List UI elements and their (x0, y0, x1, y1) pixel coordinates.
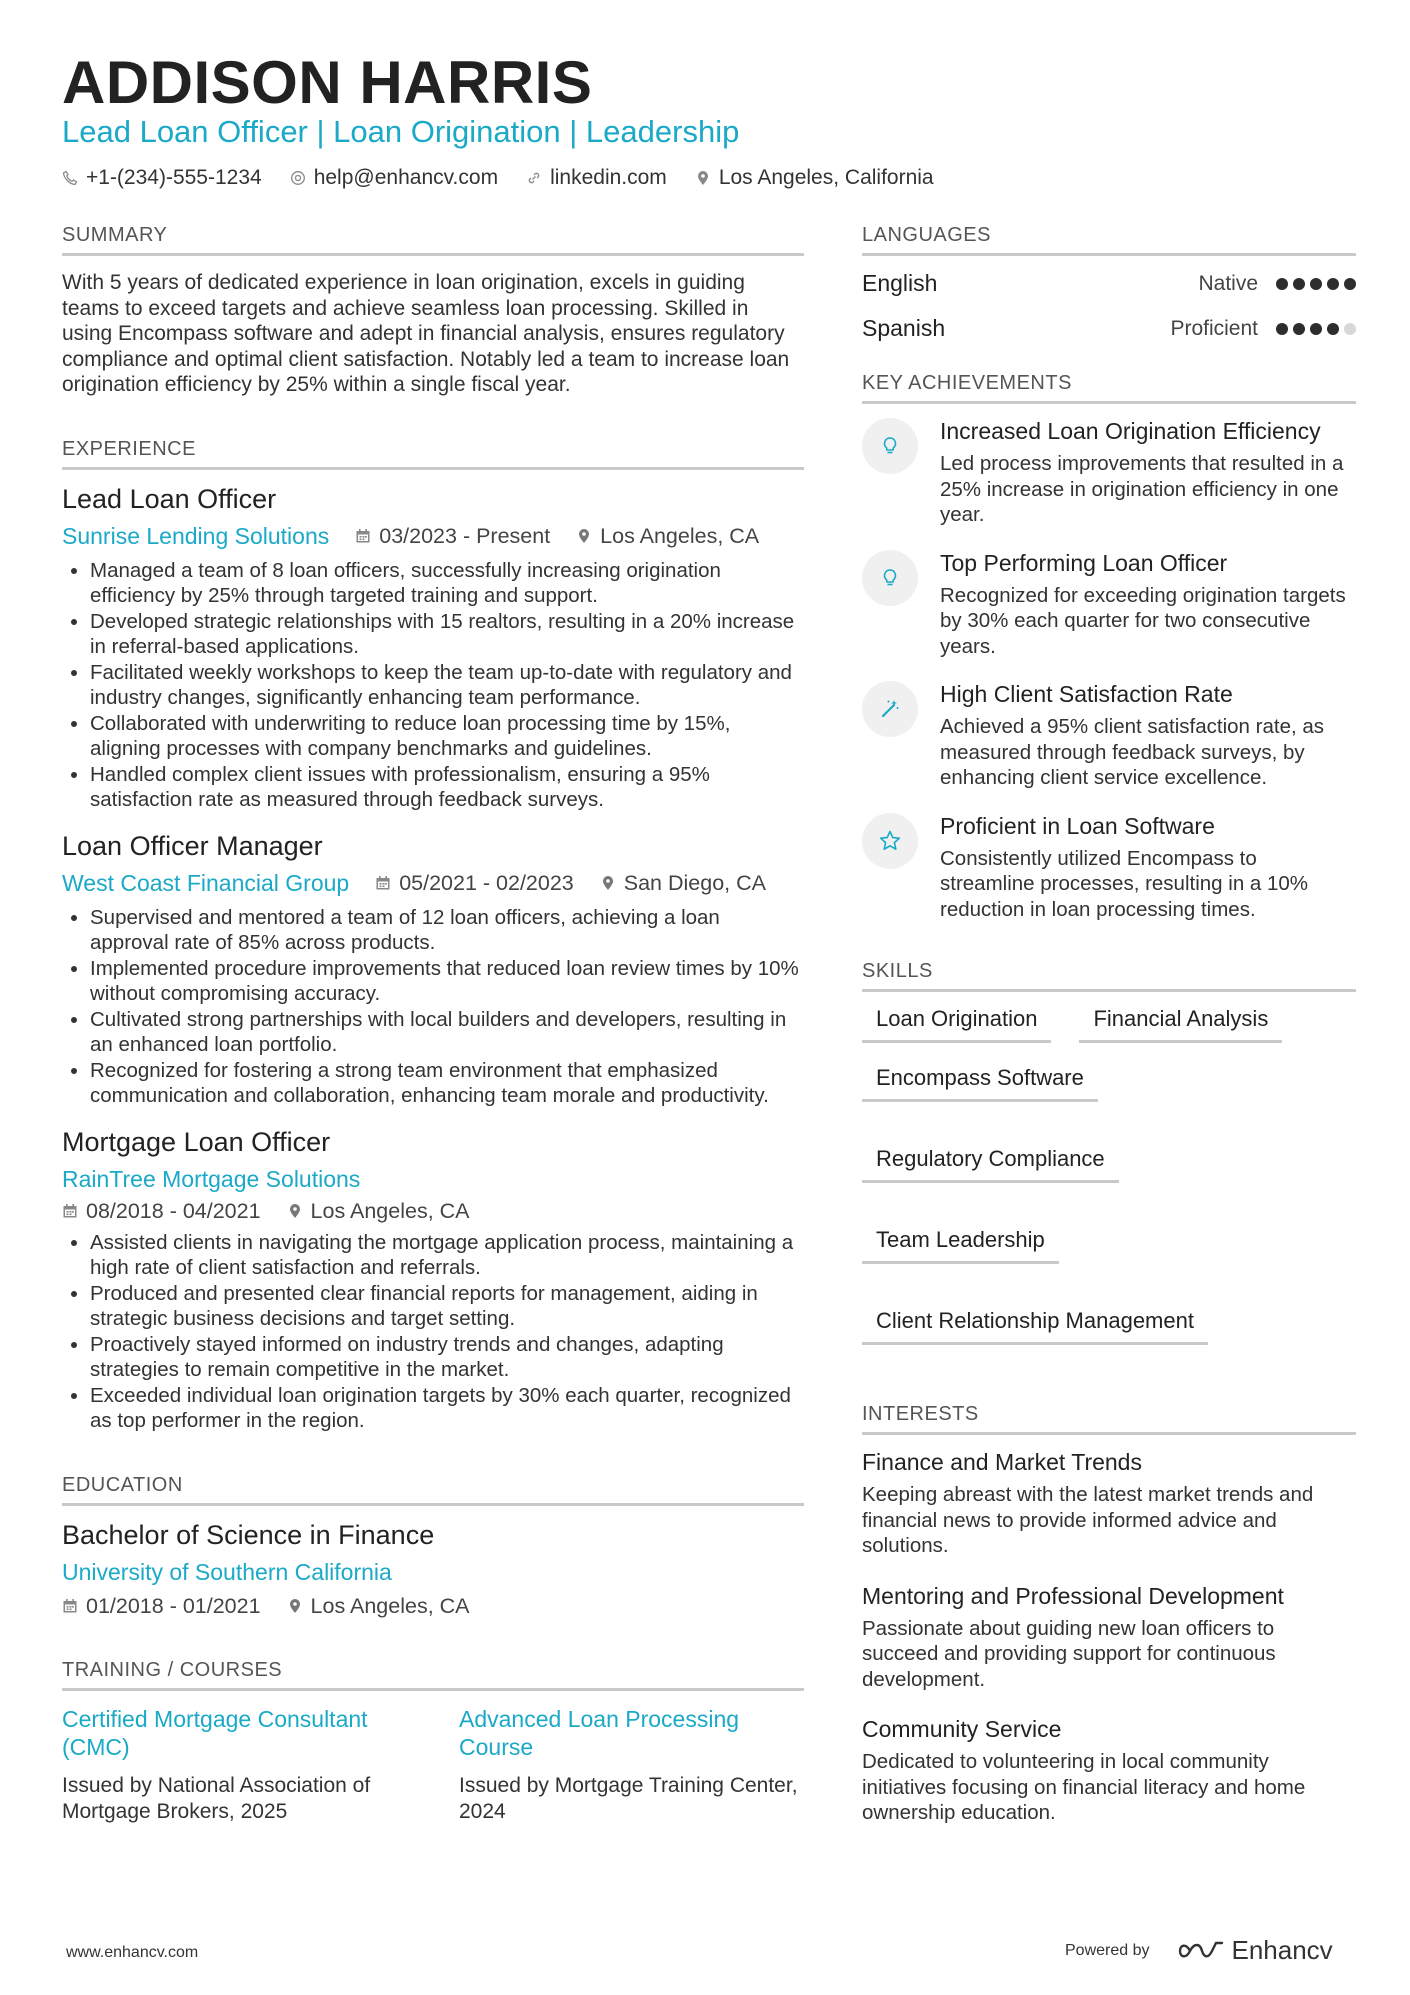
proficiency-dots (1276, 323, 1356, 335)
proficiency-dot (1293, 278, 1305, 290)
proficiency-dots (1276, 278, 1356, 290)
interest-item (862, 1583, 1356, 1693)
bullet-item: • Developed strategic relationships with 15 realtors, resulting in a 20% increase in referral-based applications. (90, 609, 804, 660)
skill-tag: Regulatory Compliance (862, 1146, 1119, 1183)
skill-tag: Team Leadership (862, 1227, 1059, 1264)
location-pin-icon (287, 1598, 303, 1614)
proficiency-dot (1344, 323, 1356, 335)
footer-branding (1065, 1935, 1333, 1966)
achievement-item (862, 813, 1356, 923)
language-level-group (1198, 272, 1356, 296)
achievement-desc: Achieved a 95% client satisfaction rate, as measured through feedback surveys, by enhancing client service excellence. (940, 715, 1325, 789)
powered-by-label: Powered by (1065, 1941, 1150, 1959)
languages-heading: LANGUAGES (862, 224, 1356, 256)
interest-title: Community Service (862, 1716, 1062, 1742)
contact-bar (62, 166, 934, 190)
achievement-desc: Recognized for exceeding origination targets by 30% each quarter for two consecutive years. (940, 583, 1346, 658)
job-dates (62, 1199, 261, 1224)
job-bullets (62, 905, 804, 1109)
calendar-icon (375, 875, 391, 891)
location-pin-icon (287, 1203, 303, 1219)
achievements-heading: KEY ACHIEVEMENTS (862, 372, 1356, 404)
bullet-item: • Managed a team of 8 loan officers, successfully increasing origination efficiency by 25% through targeted training and support. (90, 558, 804, 609)
education-heading: EDUCATION (62, 1474, 804, 1506)
achievement-desc: Led process improvements that resulted in a 25% increase in origination efficiency in one year. (940, 452, 1344, 526)
job-dates-text: 08/2018 - 04/2021 (86, 1198, 261, 1223)
school-name: University of Southern California (62, 1558, 392, 1585)
email-text: help@enhancv.com (313, 166, 499, 189)
bullet-item: • Supervised and mentored a team of 12 loan officers, achieving a loan approval rate of 85% across products. (90, 905, 804, 956)
achievement-title: Proficient in Loan Software (940, 812, 1215, 839)
right-column (862, 224, 1356, 1850)
phone-text: +1-(234)-555-1234 (86, 166, 262, 189)
bullet-item: • Produced and presented clear financial reports for management, aiding in strategic business decisions and target setting. (90, 1281, 804, 1332)
proficiency-dot (1276, 278, 1288, 290)
skill-tag: Loan Origination (862, 1006, 1051, 1043)
job-location (600, 871, 766, 896)
contact-location (695, 166, 934, 190)
achievement-item (862, 418, 1356, 528)
infinity-logo-icon (1178, 1939, 1224, 1963)
calendar-icon (62, 1598, 78, 1614)
degree: Bachelor of Science in Finance (62, 1519, 435, 1550)
job-location-text: San Diego, CA (623, 870, 766, 895)
achievements-list (862, 418, 1356, 922)
achievement-item (862, 550, 1356, 660)
bullet-item: • Exceeded individual loan origination targets by 30% each quarter, recognized as top performer in the region. (90, 1383, 804, 1434)
proficiency-dot (1327, 278, 1339, 290)
skill-tag: Encompass Software (862, 1065, 1098, 1102)
training-list (62, 1705, 804, 1825)
bullet-item: • Collaborated with underwriting to reduce loan processing time by 15%, aligning processes with company benchmarks and guidelines. (90, 711, 804, 762)
interest-title: Finance and Market Trends (862, 1449, 1142, 1475)
linkedin-text: linkedin.com (550, 166, 667, 189)
achievement-item (862, 681, 1356, 791)
achievement-title: Increased Loan Origination Efficiency (940, 418, 1321, 444)
experience-entry (62, 484, 804, 813)
company-name: West Coast Financial Group (62, 869, 350, 896)
proficiency-dot (1327, 323, 1339, 335)
job-dates-text: 05/2021 - 02/2023 (399, 870, 574, 895)
location-pin-icon (576, 528, 592, 544)
at-icon (290, 170, 306, 186)
proficiency-dot (1310, 323, 1322, 335)
job-bullets (62, 558, 804, 813)
lightbulb-icon (862, 550, 918, 606)
bullet-item: • Recognized for fostering a strong team environment that emphasized communication and collaboration, enhancing team morale and productivity. (90, 1058, 804, 1109)
training-issuer: Issued by National Association of Mortgage Brokers, 2025 (62, 1773, 371, 1823)
skills-heading: SKILLS (862, 960, 1356, 992)
star-icon (862, 813, 918, 869)
language-level: Native (1198, 271, 1258, 295)
interest-item (862, 1716, 1356, 1826)
training-title: Certified Mortgage Consultant (CMC) (62, 1705, 368, 1760)
training-issuer: Issued by Mortgage Training Center, 2024 (459, 1773, 798, 1823)
languages-list (862, 270, 1356, 342)
education-dates-text: 01/2018 - 01/2021 (86, 1593, 261, 1618)
achievement-title: High Client Satisfaction Rate (940, 681, 1233, 707)
education-meta (62, 1594, 804, 1619)
interest-item (862, 1449, 1356, 1559)
achievement-desc: Consistently utilized Encompass to streamline processes, resulting in a 10% reduction in loan processing times. (940, 846, 1309, 921)
training-item (459, 1705, 804, 1825)
language-name: Spanish (862, 315, 946, 341)
job-location (287, 1199, 470, 1224)
experience-heading: EXPERIENCE (62, 438, 804, 470)
company-name: RainTree Mortgage Solutions (62, 1165, 361, 1192)
bullet-item: • Handled complex client issues with professionalism, ensuring a 95% satisfaction rate as measured through feedback surveys. (90, 762, 804, 813)
skills-list (862, 1006, 1356, 1345)
proficiency-dot (1310, 278, 1322, 290)
education-entry (62, 1520, 804, 1619)
brand-logo[interactable] (1178, 1935, 1333, 1966)
job-bullets (62, 1230, 804, 1434)
achievement-title: Top Performing Loan Officer (940, 549, 1228, 576)
training-item (62, 1705, 407, 1825)
job-title: Lead Loan Officer (62, 483, 277, 514)
job-meta (62, 523, 804, 550)
language-level: Proficient (1170, 316, 1258, 340)
location-pin-icon (695, 170, 711, 186)
skill-tag: Financial Analysis (1079, 1006, 1282, 1043)
job-meta-row (62, 1199, 804, 1224)
location-pin-icon (600, 875, 616, 891)
job-location-text: Los Angeles, CA (600, 523, 760, 548)
interest-desc: Keeping abreast with the latest market trends and financial news to provide informed advice and solutions. (862, 1483, 1314, 1557)
job-location (576, 524, 759, 549)
brand-name: Enhancv (1231, 1935, 1333, 1965)
contact-phone[interactable] (62, 166, 262, 190)
left-column (62, 224, 804, 1825)
headline: Lead Loan Officer | Loan Origination | Leadership (62, 114, 740, 149)
experience-entry (62, 831, 804, 1109)
education-dates (62, 1594, 261, 1619)
job-dates (375, 871, 574, 896)
job-title: Mortgage Loan Officer (62, 1126, 331, 1157)
interests-heading: INTERESTS (862, 1403, 1356, 1435)
language-row (862, 270, 1356, 297)
job-title: Loan Officer Manager (62, 830, 323, 861)
experience-entry (62, 1127, 804, 1434)
language-level-group (1170, 317, 1356, 341)
language-name: English (862, 270, 938, 296)
interest-desc: Dedicated to volunteering in local community initiatives focusing on financial literacy and home ownership education. (862, 1750, 1306, 1824)
training-title: Advanced Loan Processing Course (459, 1705, 740, 1760)
summary-text: With 5 years of dedicated experience in loan origination, excels in guiding teams to exceed targets and achieve seamless loan processing. Skilled in using Encompass software and adept in financial analysis, ensures regulatory compliance and optimal client satisfaction. Notably led a team to increase loan origination efficiency by 25% within a single fiscal year. (62, 271, 790, 396)
footer-website[interactable]: www.enhancv.com (66, 1944, 199, 1961)
training-heading: TRAINING / COURSES (62, 1659, 804, 1691)
interests-list (862, 1449, 1356, 1826)
proficiency-dot (1276, 323, 1288, 335)
job-location-text: Los Angeles, CA (310, 1198, 470, 1223)
interest-desc: Passionate about guiding new loan officers to succeed and providing support for continuous development. (862, 1616, 1276, 1691)
magic-wand-icon (862, 681, 918, 737)
location-text: Los Angeles, California (718, 166, 934, 189)
link-icon (526, 170, 542, 186)
company-name: Sunrise Lending Solutions (62, 522, 330, 549)
education-location-text: Los Angeles, CA (310, 1593, 470, 1618)
calendar-icon (355, 528, 371, 544)
education-location (287, 1594, 470, 1619)
calendar-icon (62, 1203, 78, 1219)
lightbulb-icon (862, 418, 918, 474)
bullet-item: • Assisted clients in navigating the mortgage application process, maintaining a high rate of client satisfaction and referrals. (90, 1230, 804, 1281)
bullet-item: • Proactively stayed informed on industry trends and changes, adapting strategies to remain competitive in the market. (90, 1332, 804, 1383)
bullet-item: • Implemented procedure improvements that reduced loan review times by 10% without compromising accuracy. (90, 956, 804, 1007)
language-row (862, 315, 1356, 342)
bullet-item: • Facilitated weekly workshops to keep the team up-to-date with regulatory and industry changes, significantly enhancing team performance. (90, 660, 804, 711)
contact-email[interactable] (290, 166, 498, 190)
proficiency-dot (1293, 323, 1305, 335)
job-dates-text: 03/2023 - Present (379, 523, 551, 548)
job-meta (62, 870, 804, 897)
bullet-item: • Cultivated strong partnerships with local builders and developers, resulting in an enhanced loan portfolio. (90, 1007, 804, 1058)
job-meta (62, 1166, 804, 1193)
contact-linkedin[interactable] (526, 166, 667, 190)
skill-tag: Client Relationship Management (862, 1308, 1208, 1345)
summary-heading: SUMMARY (62, 224, 804, 256)
interest-title: Mentoring and Professional Development (862, 1582, 1284, 1609)
phone-icon (62, 170, 78, 186)
proficiency-dot (1344, 278, 1356, 290)
candidate-name: ADDISON HARRIS (62, 49, 593, 116)
job-dates (355, 524, 550, 549)
